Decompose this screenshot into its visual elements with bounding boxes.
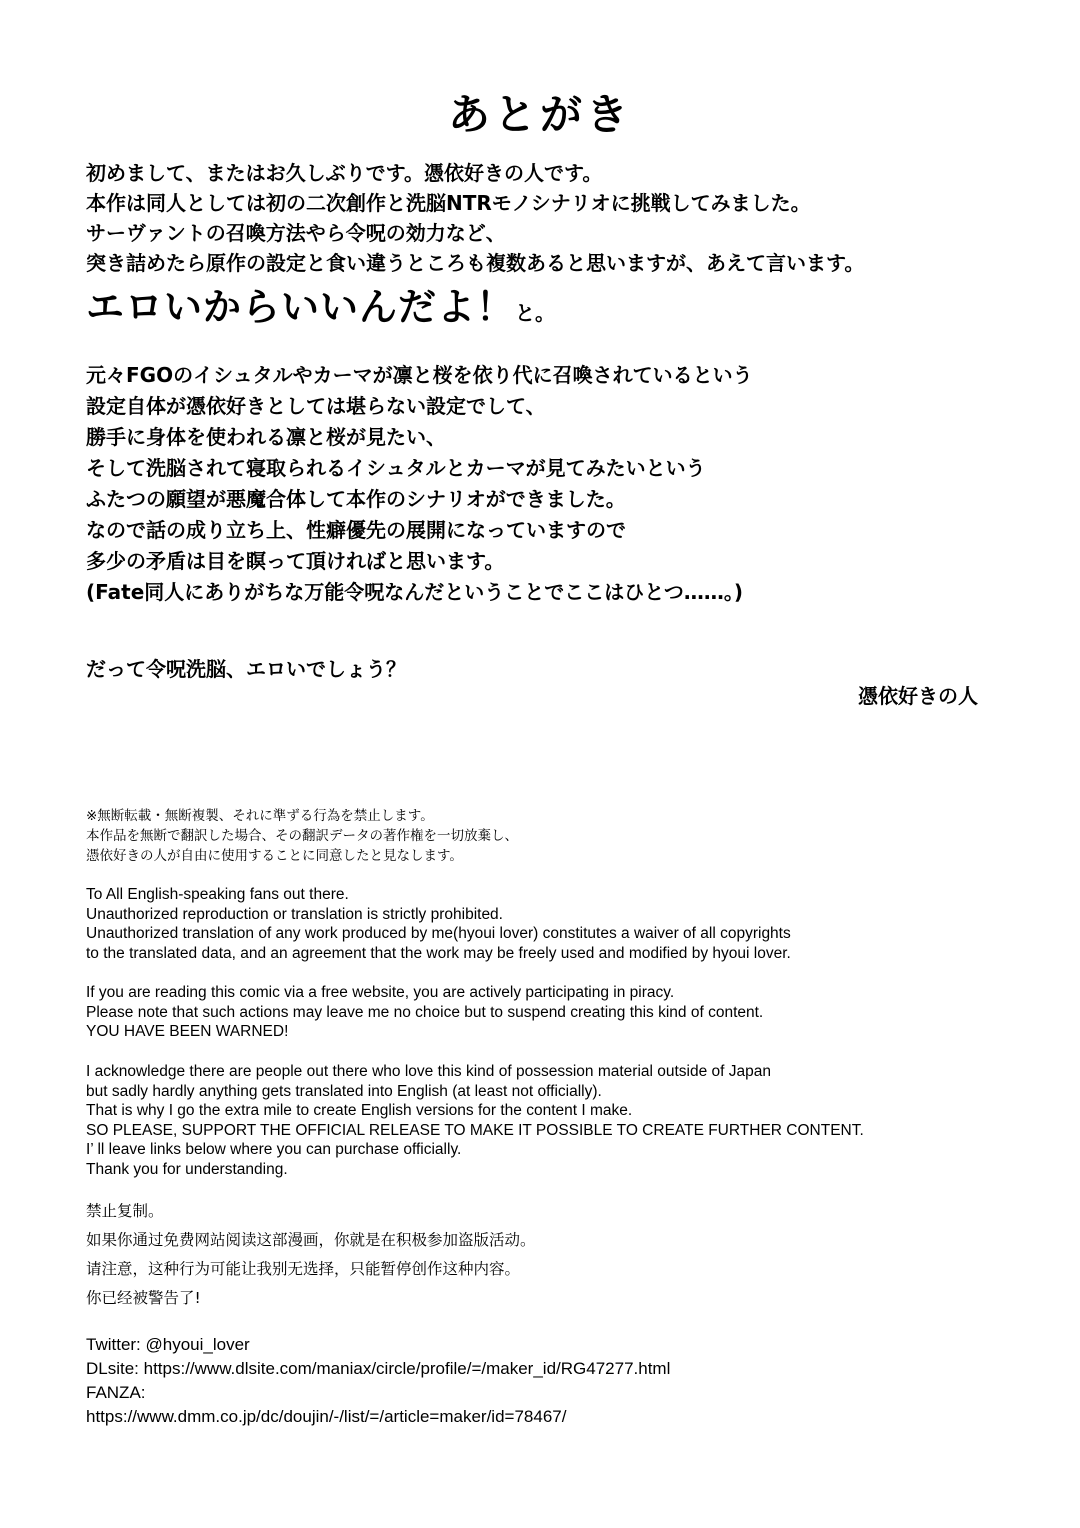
text-line: I acknowledge there are people out there who love this kind of possession material outside of Japan	[86, 1063, 772, 1080]
text-line: 憑依好きの人が自由に使用することに同意したと見なします。	[86, 848, 463, 864]
text-line: なので話の成り立ち上、性癖優先の展開になっていますので	[86, 518, 626, 542]
intro-paragraph	[86, 158, 864, 278]
text-line: 多少の矛盾は目を瞑って頂ければと思います。	[86, 549, 505, 573]
text-line: Thank you for understanding.	[86, 1160, 288, 1178]
text-line: 元々FGOのイシュタルやカーマが凛と桜を依り代に召喚されているという	[86, 363, 753, 387]
closing-line: だって令呪洗脳、エロいでしょう？	[86, 657, 406, 681]
page-title: あとがき	[447, 90, 632, 139]
text-line: そして洗脳されて寝取られるイシュタルとカーマが見てみたいという	[86, 456, 706, 480]
text-line: but sadly hardly anything gets translated into English (at least not officially).	[86, 1082, 602, 1100]
notice-en-3	[86, 1062, 864, 1180]
text-line: 突き詰めたら原作の設定と食い違うところも複数あると思いますが、あえて言います。	[86, 251, 865, 275]
text-line: To All English-speaking fans out there.	[86, 886, 349, 903]
text-line: 禁止复制。	[86, 1202, 164, 1220]
text-line: If you are reading this comic via a free website, you are actively participating in piracy.	[86, 984, 675, 1001]
text-line: 本作は同人としては初の二次創作と洗脳NTRモノシナリオに挑戦してみました。	[86, 191, 811, 215]
text-line: 你已经被警告了!	[86, 1289, 201, 1307]
text-line: 初めまして、またはお久しぶりです。憑依好きの人です。	[86, 161, 603, 185]
text-line: SO PLEASE, SUPPORT THE OFFICIAL RELEASE TO MAKE IT POSSIBLE TO CREATE FURTHER CONTENT.	[86, 1121, 864, 1139]
dlsite-link[interactable]: DLsite: https://www.dlsite.com/maniax/circle/profile/=/maker_id/RG47277.html	[86, 1359, 671, 1378]
text-line: 本作品を無断で翻訳した場合、その翻訳データの著作権を一切放棄し、	[86, 828, 518, 844]
text-line: Unauthorized translation of any work produced by me(hyoui lover) constitutes a waiver of all copyrights	[86, 925, 791, 943]
exclamation-big: エロいからいいんだよ！	[86, 285, 516, 329]
text-line: サーヴァントの召喚方法やら令呪の効力など、	[86, 221, 506, 245]
notice-en-1	[86, 885, 791, 963]
notice-cn	[86, 1197, 536, 1313]
text-line: 勝手に身体を使われる凛と桜が見たい、	[86, 425, 446, 449]
text-line: ふたつの願望が悪魔合体して本作のシナリオができました。	[86, 487, 626, 511]
exclamation	[86, 276, 555, 331]
text-line: That is why I go the extra mile to create English versions for the content I make.	[86, 1102, 633, 1120]
text-line: Unauthorized reproduction or translation is strictly prohibited.	[86, 905, 503, 923]
text-line: to the translated data, and an agreement that the work may be freely used and modified by hyoui lover.	[86, 944, 791, 962]
text-line: I’ ll leave links below where you can purchase officially.	[86, 1141, 462, 1159]
notice-en-2	[86, 983, 763, 1042]
notice-jp	[86, 806, 518, 866]
body-paragraph	[86, 360, 753, 608]
fanza-label: FANZA:	[86, 1383, 146, 1402]
text-line: YOU HAVE BEEN WARNED!	[86, 1023, 289, 1041]
signature: 憑依好きの人	[858, 684, 978, 708]
text-line: 如果你通过免费网站阅读这部漫画，你就是在积极参加盗版活动。	[86, 1231, 536, 1249]
exclamation-tail: と。	[515, 301, 556, 325]
text-line: (Fate同人にありがちな万能令呪なんだということでここはひとつ……。)	[86, 580, 743, 604]
text-line: ※無断転載・無断複製、それに準ずる行為を禁止します。	[86, 808, 434, 824]
fanza-link[interactable]: https://www.dmm.co.jp/dc/doujin/-/list/=/article=maker/id=78467/	[86, 1407, 567, 1426]
text-line: 请注意，这种行为可能让我别无选择，只能暂停创作这种内容。	[86, 1260, 521, 1278]
twitter-link[interactable]: Twitter: @hyoui_lover	[86, 1335, 250, 1354]
links	[86, 1333, 670, 1429]
text-line: Please note that such actions may leave me no choice but to suspend creating this kind of content.	[86, 1003, 764, 1021]
text-line: 設定自体が憑依好きとしては堪らない設定でして、	[86, 394, 546, 418]
